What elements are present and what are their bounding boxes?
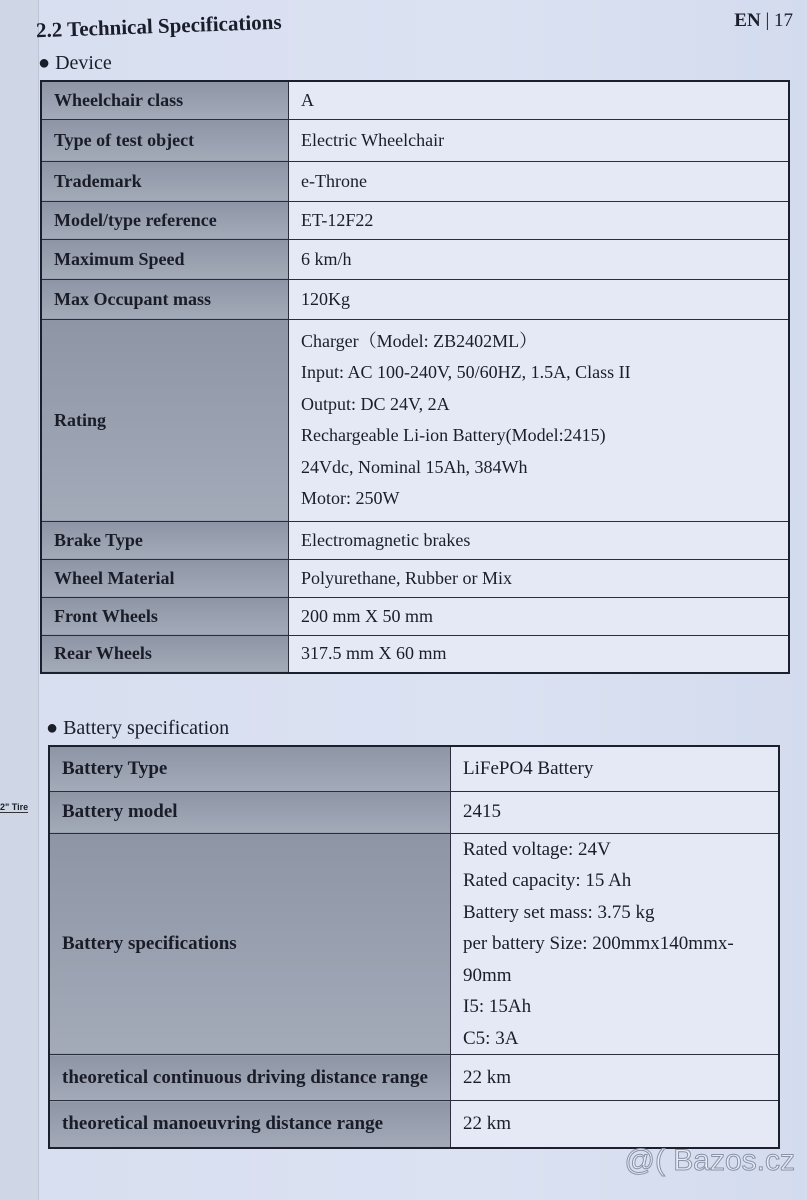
row-label: theoretical manoeuvring distance range xyxy=(49,1101,451,1148)
table-row xyxy=(49,1055,779,1101)
row-value xyxy=(451,746,780,791)
table-row xyxy=(41,635,789,673)
value-line: per battery Size: 200mmx140mmx- xyxy=(463,933,734,954)
device-spec-table xyxy=(40,80,790,674)
table-row xyxy=(41,559,789,597)
table-row xyxy=(49,791,779,833)
row-label: Battery model xyxy=(49,791,451,833)
value-line: Charger（Model: ZB2402ML） xyxy=(301,330,538,351)
row-value xyxy=(289,161,790,201)
table-row xyxy=(41,201,789,239)
section-title: 2.2 Technical Specifications xyxy=(35,9,282,43)
row-value xyxy=(289,319,790,521)
value-line: 317.5 mm X 60 mm xyxy=(301,643,447,664)
row-label: Wheel Material xyxy=(41,559,289,597)
row-value xyxy=(289,597,790,635)
table-row xyxy=(41,597,789,635)
row-value xyxy=(289,239,790,279)
value-line: Polyurethane, Rubber or Mix xyxy=(301,567,512,588)
value-line: 24Vdc, Nominal 15Ah, 384Wh xyxy=(301,456,528,477)
table-row xyxy=(41,81,789,119)
row-value xyxy=(289,635,790,673)
value-line: LiFePO4 Battery xyxy=(463,757,594,779)
row-label: Rating xyxy=(41,319,289,521)
row-label: Wheelchair class xyxy=(41,81,289,119)
row-label: Rear Wheels xyxy=(41,635,289,673)
value-line: Motor: 250W xyxy=(301,488,400,508)
value-line: e-Throne xyxy=(301,170,367,191)
value-line: Rated voltage: 24V xyxy=(463,838,611,860)
row-label: Trademark xyxy=(41,161,289,201)
table-row xyxy=(49,1101,779,1148)
value-line: C5: 3A xyxy=(463,1027,519,1049)
value-line: 200 mm X 50 mm xyxy=(301,605,434,626)
row-value xyxy=(289,201,790,239)
value-line: I5: 15Ah xyxy=(463,996,532,1017)
row-value xyxy=(451,833,780,1055)
row-label: Model/type reference xyxy=(41,201,289,239)
battery-heading-text: Battery specification xyxy=(63,717,230,739)
table-row xyxy=(41,521,789,559)
page-num: 17 xyxy=(774,10,793,31)
table-row xyxy=(49,746,779,791)
table-row xyxy=(41,161,789,201)
row-label: Front Wheels xyxy=(41,597,289,635)
value-line: Rechargeable Li-ion Battery(Model:2415) xyxy=(301,425,606,445)
value-line: 2415 xyxy=(463,801,501,822)
watermark: @( Bazos.cz xyxy=(624,1144,795,1177)
value-line: ET-12F22 xyxy=(301,209,374,230)
row-label: theoretical continuous driving distance range xyxy=(49,1055,451,1101)
row-value xyxy=(451,1101,780,1148)
value-line: 90mm xyxy=(463,964,512,986)
value-line: 6 km/h xyxy=(301,248,352,269)
table-row xyxy=(41,119,789,161)
page-edge xyxy=(0,0,39,1200)
language-label: EN xyxy=(734,10,761,31)
value-line: 120Kg xyxy=(301,288,350,309)
table-row xyxy=(41,279,789,319)
row-label: Battery specifications xyxy=(49,833,451,1055)
value-line: Rated capacity: 15 Ah xyxy=(463,870,632,891)
row-label: Max Occupant mass xyxy=(41,279,289,319)
battery-spec-table xyxy=(48,745,780,1149)
value-line: Electric Wheelchair xyxy=(301,129,445,150)
value-line: Input: AC 100-240V, 50/60HZ, 1.5A, Class II xyxy=(301,362,631,382)
battery-heading: ● Battery specification xyxy=(46,717,230,739)
table-row xyxy=(41,239,789,279)
value-line: A xyxy=(301,89,314,110)
row-value xyxy=(289,119,790,161)
value-line: Output: DC 24V, 2A xyxy=(301,393,450,414)
row-value xyxy=(451,791,780,833)
value-line: Electromagnetic brakes xyxy=(301,529,471,550)
row-value xyxy=(289,279,790,319)
row-value xyxy=(451,1055,780,1101)
page-number: EN | 17 xyxy=(734,10,793,31)
device-heading: ● Device xyxy=(38,52,112,74)
row-value xyxy=(289,559,790,597)
value-line: 22 km xyxy=(463,1112,512,1134)
row-label: Brake Type xyxy=(41,521,289,559)
table-row xyxy=(41,319,789,521)
device-heading-text: Device xyxy=(55,52,112,74)
row-label: Type of test object xyxy=(41,119,289,161)
row-value xyxy=(289,81,790,119)
margin-text: 2" Tire xyxy=(0,802,29,812)
value-line: 22 km xyxy=(463,1066,512,1088)
row-value xyxy=(289,521,790,559)
row-label: Maximum Speed xyxy=(41,239,289,279)
value-line: Battery set mass: 3.75 kg xyxy=(463,901,655,923)
row-label: Battery Type xyxy=(49,746,451,791)
table-row xyxy=(49,833,779,1055)
